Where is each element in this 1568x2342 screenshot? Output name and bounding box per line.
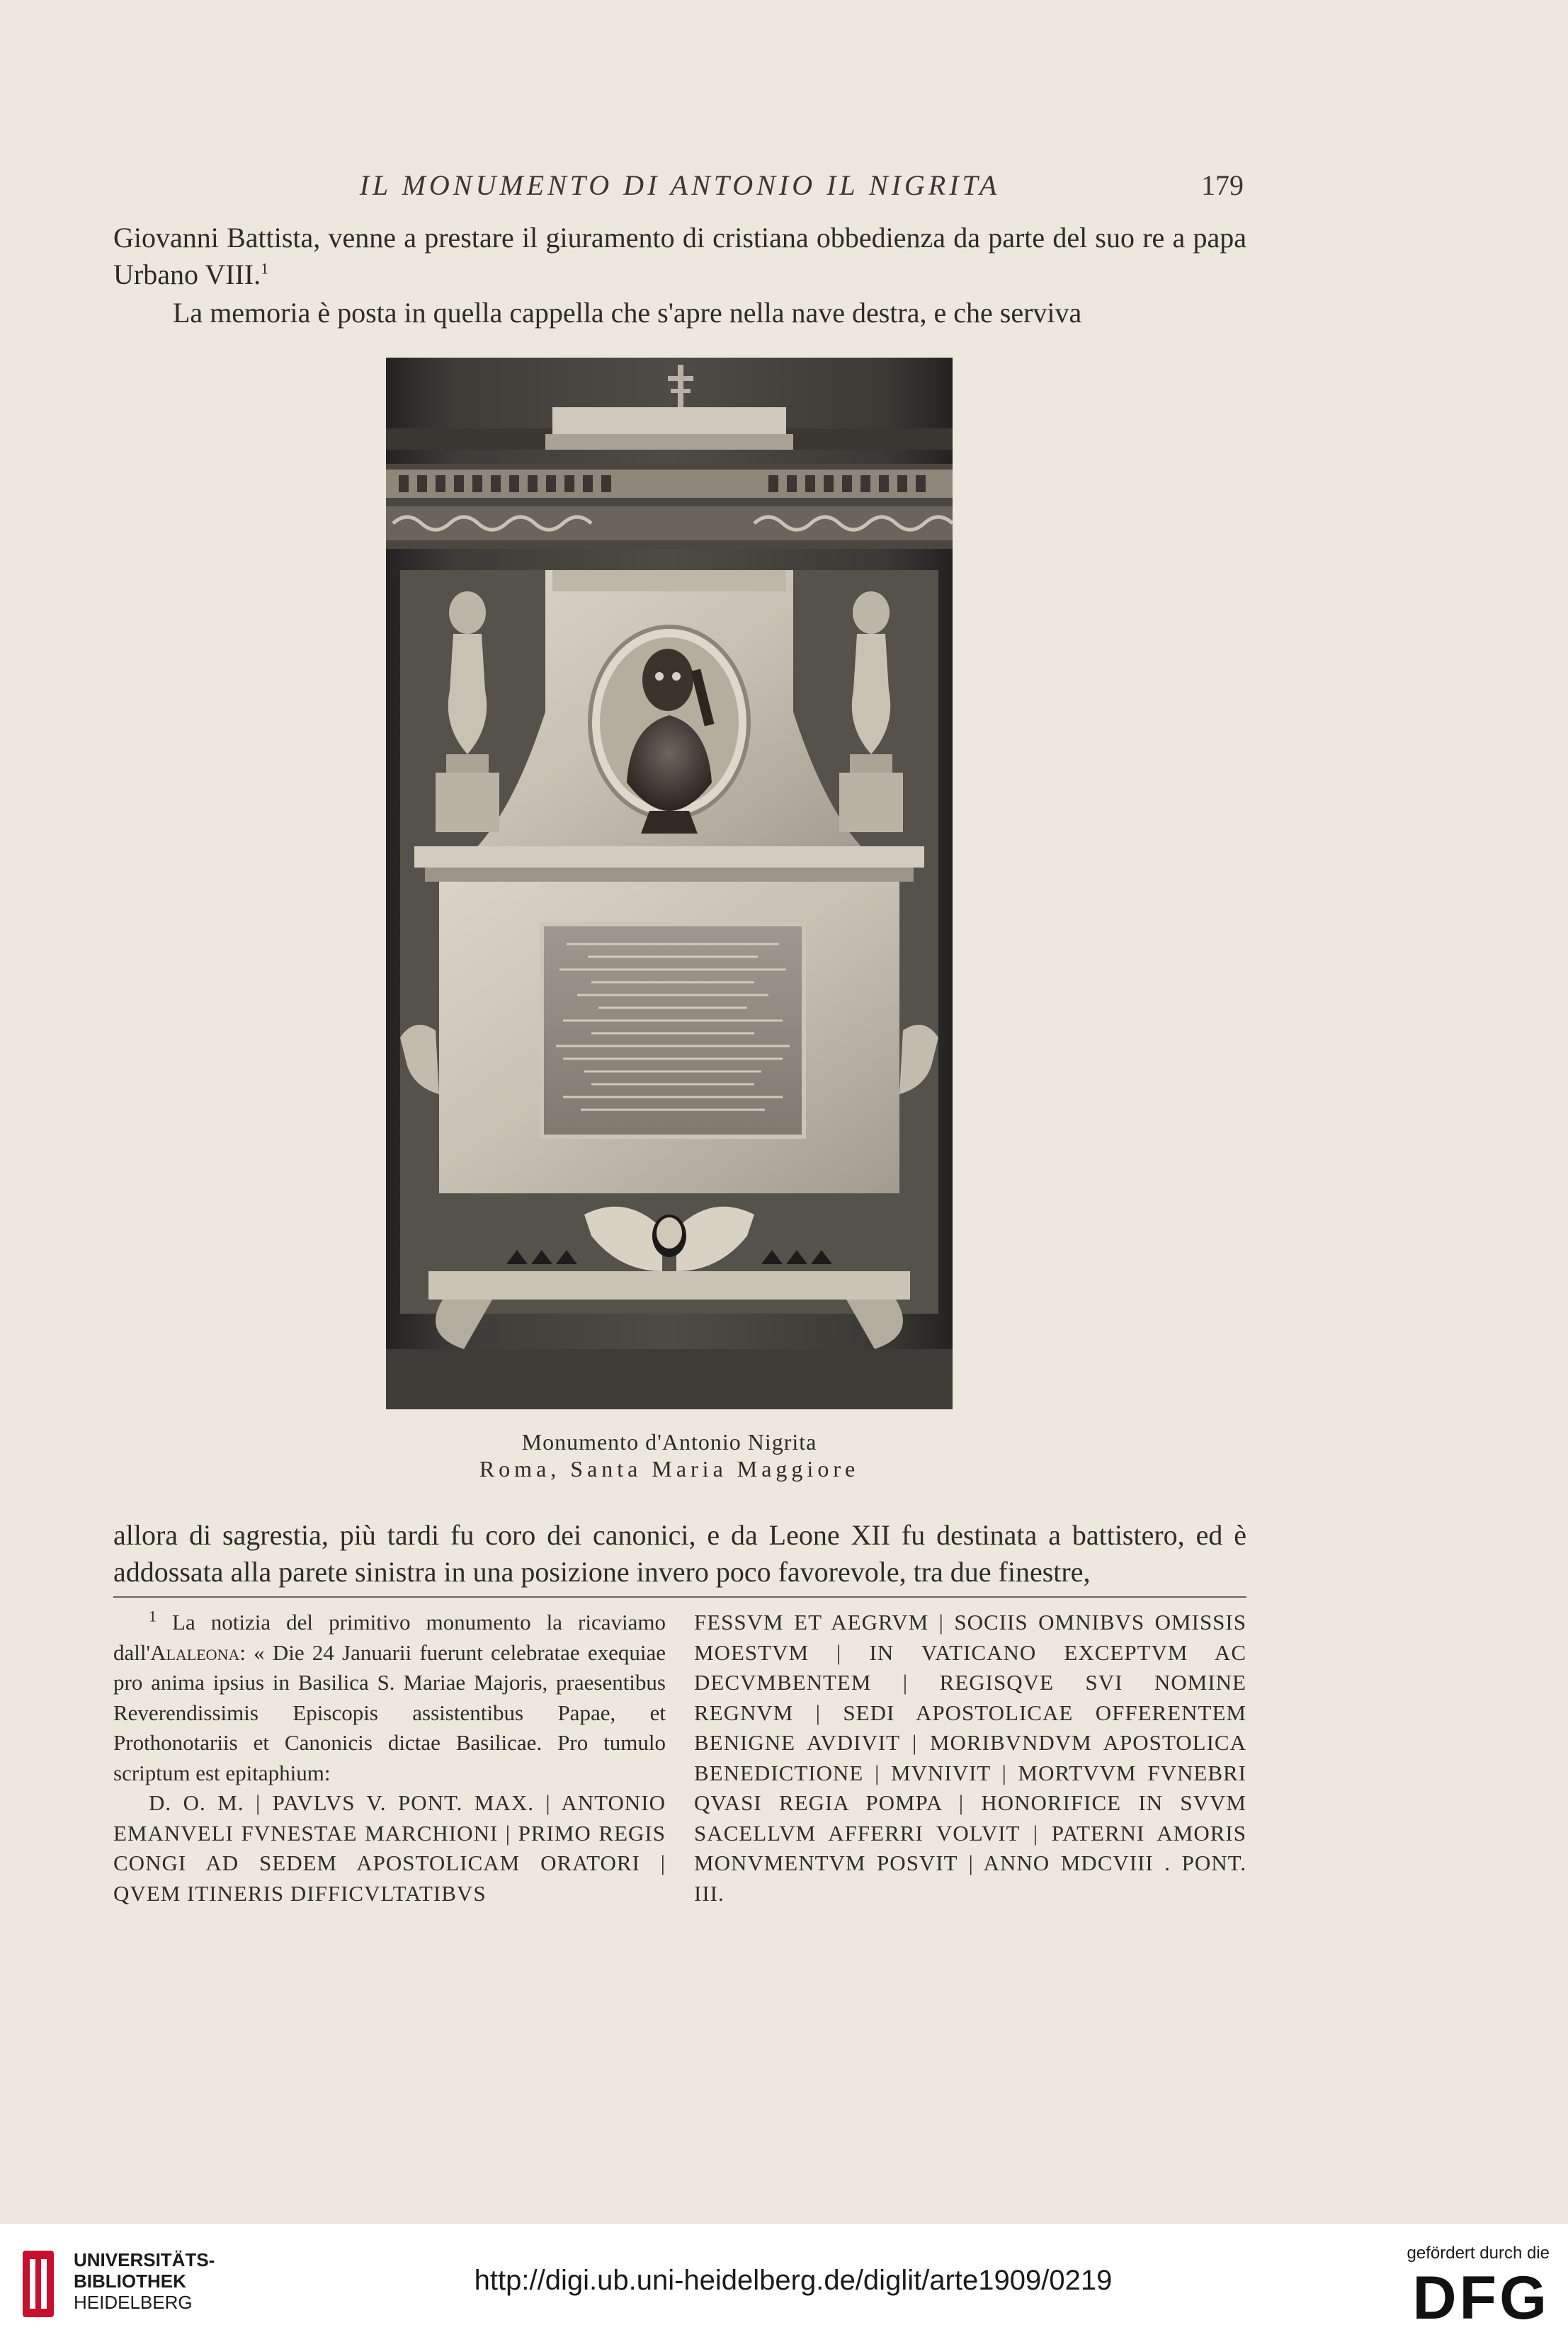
funding-label: gefördert durch die <box>1407 2244 1550 2263</box>
footer-bar <box>0 2224 1568 2342</box>
dfg-logo: DFG <box>1412 2264 1550 2332</box>
monument-photograph <box>386 358 953 1409</box>
footnote-intro <box>113 1608 666 1788</box>
library-line-2: BIBLIOTHEK <box>74 2270 186 2292</box>
library-line-3: HEIDELBERG <box>74 2292 193 2313</box>
paragraph-3: allora di sagrestia, più tardi fu coro dei canonici, e da Leone XII fu destinata a battistero, ed è addossata alla parete sinistra in una posizione invero poco favorevole, tra due finestre, <box>113 1519 1246 1588</box>
caption-title: Monumento d'Antonio Nigrita <box>521 1429 817 1455</box>
footnote-ref: 1 <box>261 259 269 278</box>
footnote-right-column: FESSVM ET AEGRVM | SOCIIS OMNIBVS OMISSIS MOESTVM | IN VATICANO EXCEPTVM AC DECVMBENTEM | REGISQVE SVI NOMINE REGNVM | SEDI APOSTOLICAE OFFERENTEM BENIGNE AVDIVIT | MORIBVNDVM APOSTOLICA BENEDICTIONE | MVNIVIT | MORTVVM FVNEBRI QVASI REGIA POMPA | HONORIFICE IN SVVM SACELLVM AFFERRI VOLVIT | PATERNI AMORIS MONVMENTVM POSVIT | ANNO MDCVIII . PONT. III. <box>694 1610 1246 1906</box>
library-line-1: UNIVERSITÄTS- <box>74 2249 215 2270</box>
paragraph-1 <box>113 220 1246 293</box>
page-number: 179 <box>1201 169 1244 201</box>
footnote-text-a: La notizia del primitivo monumento la ricaviamo dall' <box>113 1610 666 1665</box>
footnote-rule <box>113 1596 1246 1598</box>
monument-cap <box>552 407 786 436</box>
caption-location: Roma, Santa Maria Maggiore <box>479 1456 860 1482</box>
university-library-logo-icon <box>17 2245 59 2323</box>
floor-shadow <box>386 1349 953 1409</box>
running-title: IL MONUMENTO DI ANTONIO IL NIGRITA <box>359 169 1001 201</box>
footnote-left-column <box>113 1608 666 1909</box>
footnote-author: Alaleona <box>150 1639 240 1665</box>
paragraph-1-text: Giovanni Battista, venne a prestare il giuramento di cristiana obbedienza da parte del suo re a papa Urbano VIII. <box>113 222 1246 290</box>
footnote-marker: 1 <box>149 1607 157 1625</box>
digital-copy-url[interactable]: http://digi.ub.uni-heidelberg.de/diglit/arte1909/0219 <box>474 2265 1113 2296</box>
footnote-text-b: : « Die 24 Januarii fuerunt celebratae exequiae pro anima ipsius in Basilica S. Mariae Majoris, praesentibus Reverendissimis Episcopis assistentibus Papae, et Prothonotariis et Canonicis dictae Basilicae. Pro tumulo scriptum est epitaphium: <box>113 1639 666 1785</box>
middle-cornice <box>414 846 924 868</box>
epitaph-start: D. O. M. | PAVLVS V. PONT. MAX. | ANTONIO EMANVELI FVNESTAE MARCHIONI | PRIMO REGIS CONGI AD SEDEM APOSTOLICAM ORATORI | QVEM ITINERIS DIFFICVLTATIBVS <box>113 1790 666 1906</box>
base-ledge <box>428 1271 910 1300</box>
monument-illustration <box>386 358 953 1409</box>
library-name <box>74 2249 215 2313</box>
paragraph-2: La memoria è posta in quella cappella che s'apre nella nave destra, e che serviva <box>173 297 1082 329</box>
